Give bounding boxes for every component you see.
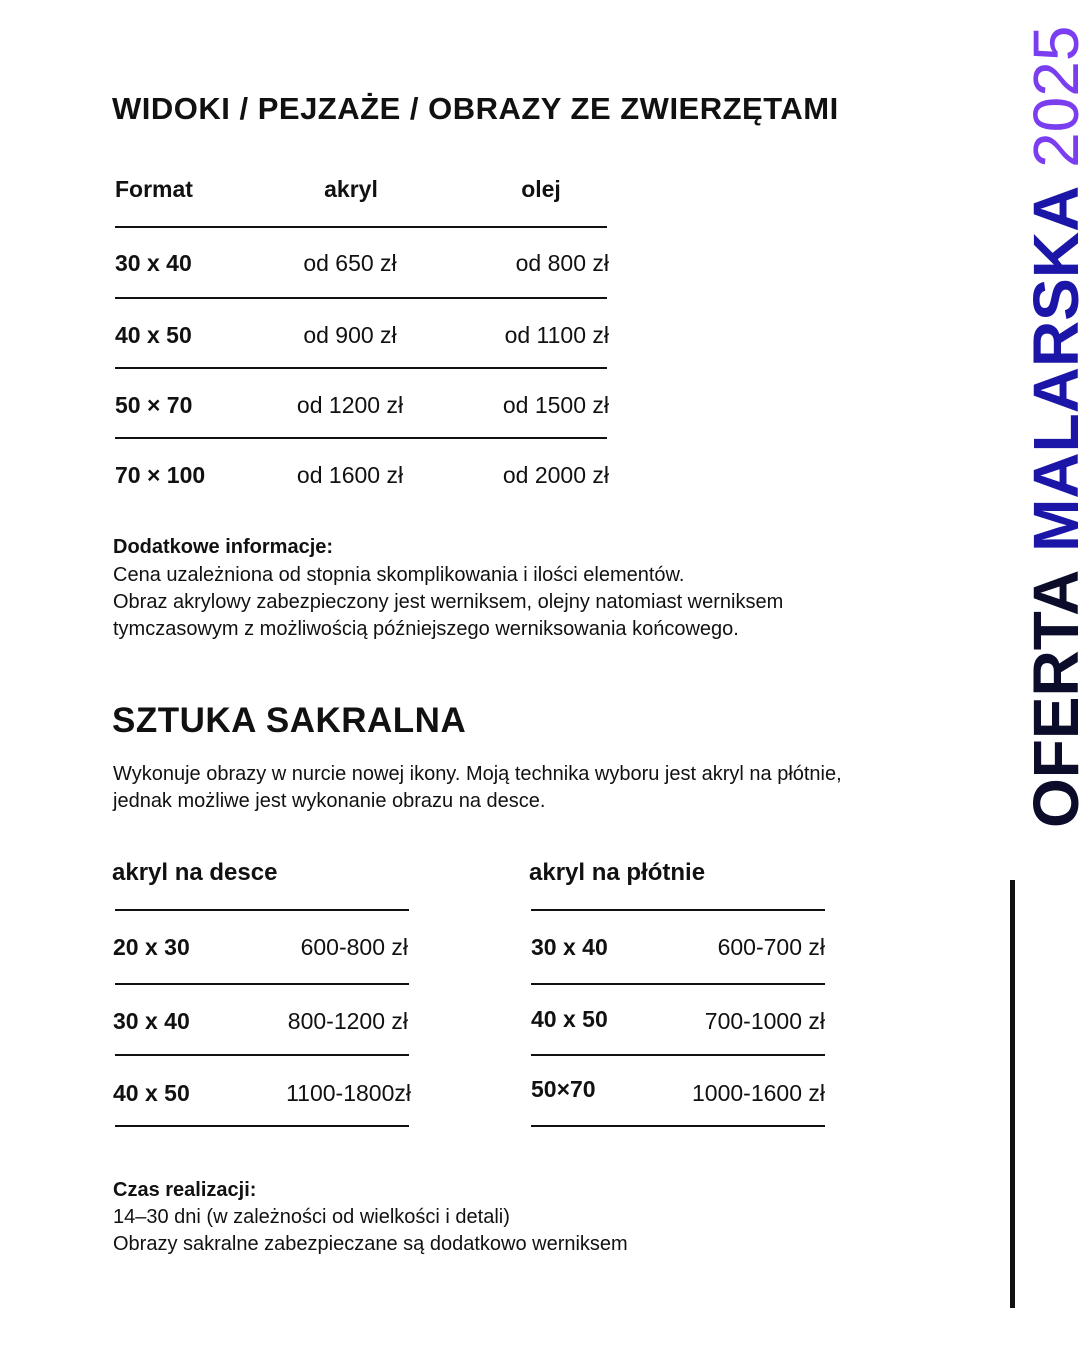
table-divider	[115, 437, 607, 439]
additional-info-line: tymczasowym z możliwością późniejszego werniksowania końcowego.	[113, 618, 739, 640]
completion-time-line: 14–30 dni (w zależności od wielkości i detali)	[113, 1206, 510, 1228]
completion-time-line: Obrazy sakralne zabezpieczane są dodatkowo werniksem	[113, 1233, 628, 1255]
table-divider	[531, 909, 825, 911]
table-row-oil-price: od 1500 zł	[502, 392, 609, 418]
table-divider	[115, 297, 607, 299]
table-divider	[115, 909, 409, 911]
sacral-intro-line: jednak możliwe jest wykonanie obrazu na desce.	[113, 790, 546, 812]
side-vertical-divider	[1010, 880, 1015, 1308]
table-row-price: 1000-1600 zł	[692, 1080, 825, 1106]
additional-info-line: Cena uzależniona od stopnia skomplikowania i ilości elementów.	[113, 564, 685, 586]
table-divider	[531, 983, 825, 985]
table-row-acrylic-price: od 900 zł	[303, 322, 397, 348]
additional-info-line: Obraz akrylowy zabezpieczony jest werniksem, olejny natomiast werniksem	[113, 591, 784, 613]
table-divider	[115, 226, 607, 228]
table-row-price: 700-1000 zł	[704, 1008, 825, 1034]
table-row-format: 20 x 30	[113, 934, 190, 960]
table-row-oil-price: od 1100 zł	[504, 322, 609, 348]
table-row-price: 600-700 zł	[717, 934, 825, 960]
table-row-price: 600-800 zł	[300, 934, 408, 960]
side-title-year: 2025	[1020, 25, 1092, 168]
table-divider	[115, 1125, 409, 1127]
table-row-price: 800-1200 zł	[287, 1008, 408, 1034]
table-divider	[115, 367, 607, 369]
table-row-format: 30 x 40	[113, 1008, 190, 1034]
column-header-format: Format	[115, 176, 193, 202]
table-row-format: 50×70	[531, 1076, 596, 1102]
table-title-acrylic-on-board: akryl na desce	[112, 859, 278, 886]
additional-info-title: Dodatkowe informacje:	[113, 536, 334, 558]
table-row-oil-price: od 800 zł	[515, 250, 609, 276]
column-header-acrylic: akryl	[324, 176, 378, 202]
side-title-painting: MALARSKA	[1020, 185, 1092, 552]
side-title	[1020, 25, 1092, 828]
table-row-acrylic-price: od 1200 zł	[296, 392, 404, 418]
column-header-oil: olej	[521, 176, 561, 202]
table-row-acrylic-price: od 1600 zł	[296, 462, 404, 488]
sacral-intro-line: Wykonuje obrazy w nurcie nowej ikony. Moją technika wyboru jest akryl na płótnie,	[113, 763, 842, 785]
table-row-format: 30 x 40	[531, 934, 608, 960]
completion-time-title: Czas realizacji:	[113, 1179, 257, 1201]
table-row-format: 50 × 70	[115, 392, 193, 418]
table-row-acrylic-price: od 650 zł	[303, 250, 397, 276]
table-row-format: 40 x 50	[531, 1006, 608, 1032]
table-row-format: 30 x 40	[115, 250, 192, 276]
table-divider	[115, 1054, 409, 1056]
table-divider	[531, 1125, 825, 1127]
side-title-offer: OFERTA	[1020, 569, 1092, 828]
table-row-price: 1100-1800zł	[286, 1080, 411, 1106]
section-title-sacral-art: SZTUKA SAKRALNA	[112, 701, 467, 740]
table-divider	[531, 1054, 825, 1056]
table-row-oil-price: od 2000 zł	[502, 462, 609, 488]
table-divider	[115, 983, 409, 985]
table-row-format: 40 x 50	[115, 322, 192, 348]
table-row-format: 40 x 50	[113, 1080, 190, 1106]
table-row-format: 70 × 100	[115, 462, 206, 488]
section-title-landscapes: WIDOKI / PEJZAŻE / OBRAZY ZE ZWIERZĘTAMI	[112, 91, 839, 126]
table-title-acrylic-on-canvas: akryl na płótnie	[529, 859, 706, 886]
